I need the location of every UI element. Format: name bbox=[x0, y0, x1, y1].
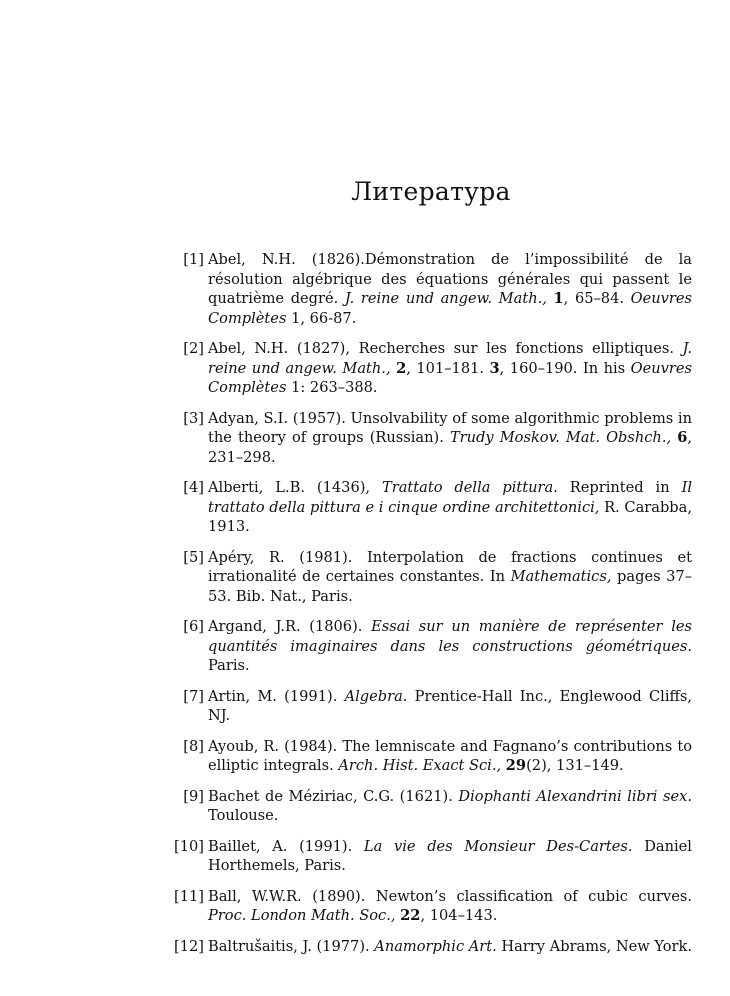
reference-title-text: Trattato della pittura. bbox=[382, 479, 558, 496]
reference-title-text: Trudy Moskov. Mat. Obshch., bbox=[449, 429, 672, 446]
reference-text: Abel, N.H. (1826).Démonstration de l’impossibilité de la résolution algébrique des équations générales qui passent le quatrième degré. bbox=[208, 251, 692, 307]
reference-text: Alberti, L.B. (1436), bbox=[208, 479, 382, 496]
reference-text: Reprinted in bbox=[557, 479, 682, 496]
reference-number: [ 6 ] bbox=[172, 617, 204, 637]
reference-title-text: Proc. London Math. Soc., bbox=[208, 907, 396, 924]
reference-title-text: Anamorphic Art. bbox=[374, 937, 497, 955]
reference-number: [ 12 ] bbox=[172, 937, 204, 957]
reference-text: Harry Abrams, New York. bbox=[496, 937, 692, 955]
reference-title-text: La vie des Monsieur Des-Cartes. bbox=[363, 837, 633, 855]
reference-number: [ 2 ] bbox=[172, 339, 204, 359]
reference-text: Apéry, R. (1981). Interpolation de fractions continues et irrationalité de certaines constantes. In bbox=[208, 548, 692, 585]
reference-title-text: Arch. Hist. Exact Sci., bbox=[338, 757, 502, 774]
reference-title-text: Mathematics, bbox=[510, 568, 612, 585]
reference-item bbox=[172, 787, 692, 826]
reference-title-text: Oeuvres Complètes bbox=[208, 359, 692, 396]
reference-text: R. Carabba, 1913. bbox=[208, 498, 692, 535]
reference-number: [ 3 ] bbox=[172, 409, 204, 429]
reference-list bbox=[172, 250, 692, 967]
reference-volume: 1 bbox=[553, 290, 564, 307]
reference-text: 1, 66-87. bbox=[286, 309, 357, 327]
page-title: Литература bbox=[351, 176, 511, 206]
reference-text: Baillet, A. (1991). bbox=[208, 837, 364, 855]
reference-text: 1: 263–388. bbox=[286, 379, 378, 396]
reference-text: Abel, N.H. (1827), Recherches sur les fonctions elliptiques. bbox=[208, 340, 683, 357]
reference-item bbox=[172, 250, 692, 328]
reference-number: [ 11 ] bbox=[172, 887, 204, 907]
reference-item bbox=[172, 687, 692, 726]
reference-text: Paris. bbox=[208, 657, 250, 674]
reference-item bbox=[172, 887, 692, 926]
reference-item bbox=[172, 339, 692, 398]
reference-text: , 104–143. bbox=[420, 907, 498, 924]
reference-number: [ 9 ] bbox=[172, 787, 204, 807]
reference-text: , 231–298. bbox=[208, 429, 693, 466]
reference-item bbox=[172, 617, 692, 676]
reference-number: [ 10 ] bbox=[172, 837, 204, 857]
reference-text: , 101–181. bbox=[406, 359, 490, 377]
reference-text: (2), 131–149. bbox=[526, 757, 624, 774]
reference-text: Baltrušaitis, J. (1977). bbox=[208, 937, 375, 955]
reference-text: Prentice-Hall Inc., Englewood Cliffs, NJ. bbox=[208, 687, 692, 724]
reference-number: [ 4 ] bbox=[172, 478, 204, 498]
reference-text: Adyan, S.I. (1957). Unsolvability of some algorithmic problems in the theory of groups (Russian). bbox=[208, 409, 692, 446]
reference-title-text: Algebra. bbox=[344, 687, 408, 705]
reference-text: Daniel Horthemels, Paris. bbox=[208, 837, 692, 874]
reference-volume: 3 bbox=[489, 359, 500, 377]
reference-text: , 65–84. bbox=[563, 290, 631, 307]
reference-title-text: J. reine und angew. Math., bbox=[208, 340, 692, 377]
reference-volume: 2 bbox=[396, 359, 407, 377]
reference-item bbox=[172, 409, 692, 468]
reference-volume: 6 bbox=[677, 429, 688, 446]
reference-text: Ayoub, R. (1984). The lemniscate and Fagnano’s contributions to elliptic integrals. bbox=[208, 737, 692, 774]
reference-text: Toulouse. bbox=[208, 807, 279, 824]
reference-number: [ 5 ] bbox=[172, 548, 204, 568]
reference-title-text: Oeuvres Complètes bbox=[208, 290, 692, 327]
reference-title-text: Diophanti Alexandrini libri sex. bbox=[458, 787, 692, 805]
reference-number: [ 8 ] bbox=[172, 737, 204, 757]
reference-title-text: Il trattato della pittura e i cinque ordine architettonici, bbox=[208, 479, 692, 516]
reference-item bbox=[172, 737, 692, 776]
reference-text bbox=[547, 290, 554, 307]
reference-title-text: J. reine und angew. Math., bbox=[344, 290, 547, 307]
reference-item bbox=[172, 478, 692, 537]
reference-item bbox=[172, 937, 692, 957]
reference-text: Artin, M. (1991). bbox=[208, 687, 345, 705]
reference-title-text: Essai sur un manière de représenter les quantités imaginaires dans les constructions géométriques. bbox=[208, 618, 692, 655]
reference-text: , 160–190. In his bbox=[499, 359, 631, 377]
reference-text: Bachet de Méziriac, C.G. (1621). bbox=[208, 787, 459, 805]
reference-text: Ball, W.W.R. (1890). Newton’s classification of cubic curves. bbox=[208, 887, 692, 905]
reference-item bbox=[172, 548, 692, 607]
reference-text: Argand, J.R. (1806). bbox=[208, 618, 372, 635]
reference-volume: 29 bbox=[505, 757, 527, 774]
reference-number: [ 7 ] bbox=[172, 687, 204, 707]
reference-text: pages 37–53. Bib. Nat., Paris. bbox=[208, 568, 693, 605]
reference-item bbox=[172, 837, 692, 876]
reference-number: [ 1 ] bbox=[172, 250, 204, 270]
reference-volume: 22 bbox=[400, 907, 421, 924]
